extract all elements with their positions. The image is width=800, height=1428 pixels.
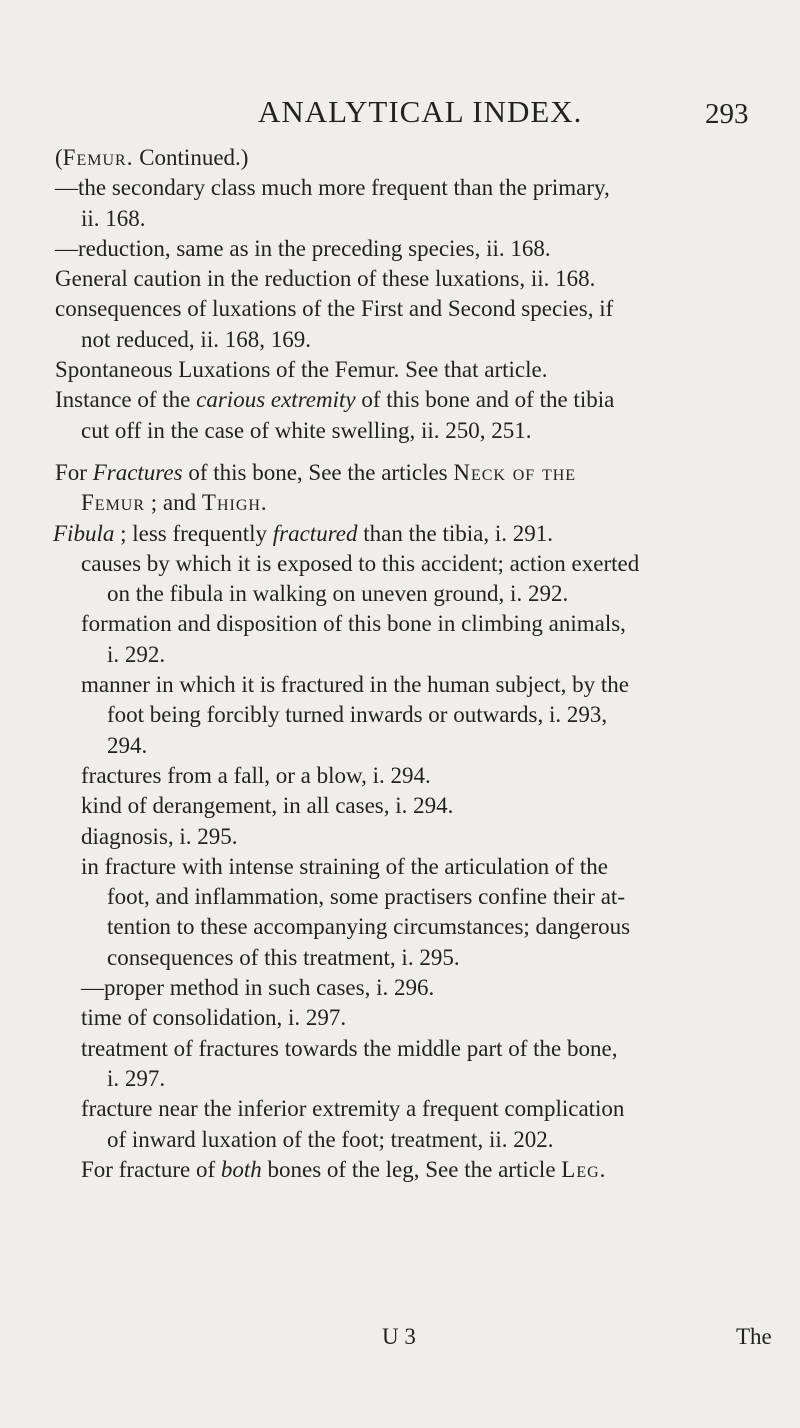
index-entry: causes by which it is exposed to this accident; action exerted — [81, 550, 640, 576]
index-entry: fracture near the inferior extremity a frequent complication — [81, 1096, 625, 1122]
index-entry-continuation: foot, and inflammation, some practisers confine their at- — [107, 884, 625, 910]
index-entry: kind of derangement, in all cases, i. 294. — [81, 793, 454, 819]
index-entry-continuation: tention to these accompanying circumstances; dangerous — [107, 914, 631, 940]
index-entry: consequences of luxations of the First and Second species, if — [55, 296, 614, 322]
index-entry: —proper method in such cases, i. 296. — [81, 975, 435, 1001]
index-entry: —reduction, same as in the preceding species, ii. 168. — [55, 235, 551, 261]
spacer — [55, 446, 775, 458]
index-entry-continuation: 294. — [107, 732, 148, 758]
index-entry: General caution in the reduction of these luxations, ii. 168. — [55, 266, 596, 292]
index-entry: Spontaneous Luxations of the Femur. See that article. — [55, 357, 548, 383]
index-entry: time of consolidation, i. 297. — [81, 1005, 347, 1031]
page-footer — [0, 1324, 800, 1358]
fibula-heading: Fibula ; less frequently fractured than the tibia, i. 291. — [53, 520, 553, 546]
index-text — [55, 143, 775, 1185]
page-number: 293 — [705, 98, 749, 130]
femur-continued-heading: (Femur. Continued.) — [55, 145, 249, 170]
signature-mark: U 3 — [382, 1324, 416, 1349]
index-entry-continuation: not reduced, ii. 168, 169. — [81, 326, 311, 352]
index-entry-continuation: i. 292. — [107, 641, 166, 667]
running-head: ANALYTICAL INDEX. — [258, 94, 583, 129]
index-entry: fractures from a fall, or a blow, i. 294. — [81, 762, 431, 788]
index-entry-continuation: i. 297. — [107, 1065, 166, 1091]
fibula-label: Fibula — [53, 520, 115, 546]
index-entry-continuation: foot being forcibly turned inwards or outwards, i. 293, — [107, 702, 608, 728]
index-entry: For fracture of both bones of the leg, See the article Leg. — [81, 1156, 607, 1182]
index-entry-continuation: consequences of this treatment, i. 295. — [107, 944, 460, 970]
index-entry-continuation: Femur ; and Thigh. — [81, 490, 268, 516]
index-entry-continuation: on the fibula in walking on uneven ground, i. 292. — [107, 581, 569, 607]
index-entry-continuation: ii. 168. — [81, 205, 146, 231]
index-entry: diagnosis, i. 295. — [81, 823, 238, 849]
femur-label: Femur. — [62, 145, 134, 170]
catchword: The — [736, 1324, 772, 1349]
index-entry: —the secondary class much more frequent than the primary, — [55, 175, 610, 201]
index-entry: For Fractures of this bone, See the articles Neck of the — [55, 459, 577, 485]
index-entry: manner in which it is fractured in the human subject, by the — [81, 672, 630, 698]
index-entry: in fracture with intense straining of the articulation of the — [81, 853, 608, 879]
page-header — [0, 94, 800, 134]
index-entry-continuation: of inward luxation of the foot; treatment, ii. 202. — [107, 1126, 554, 1152]
index-entry-continuation: cut off in the case of white swelling, ii. 250, 251. — [81, 417, 532, 443]
index-entry: formation and disposition of this bone in climbing animals, — [81, 611, 626, 637]
index-entry: treatment of fractures towards the middle part of the bone, — [81, 1035, 618, 1061]
index-entry: Instance of the carious extremity of this bone and of the tibia — [55, 387, 615, 413]
